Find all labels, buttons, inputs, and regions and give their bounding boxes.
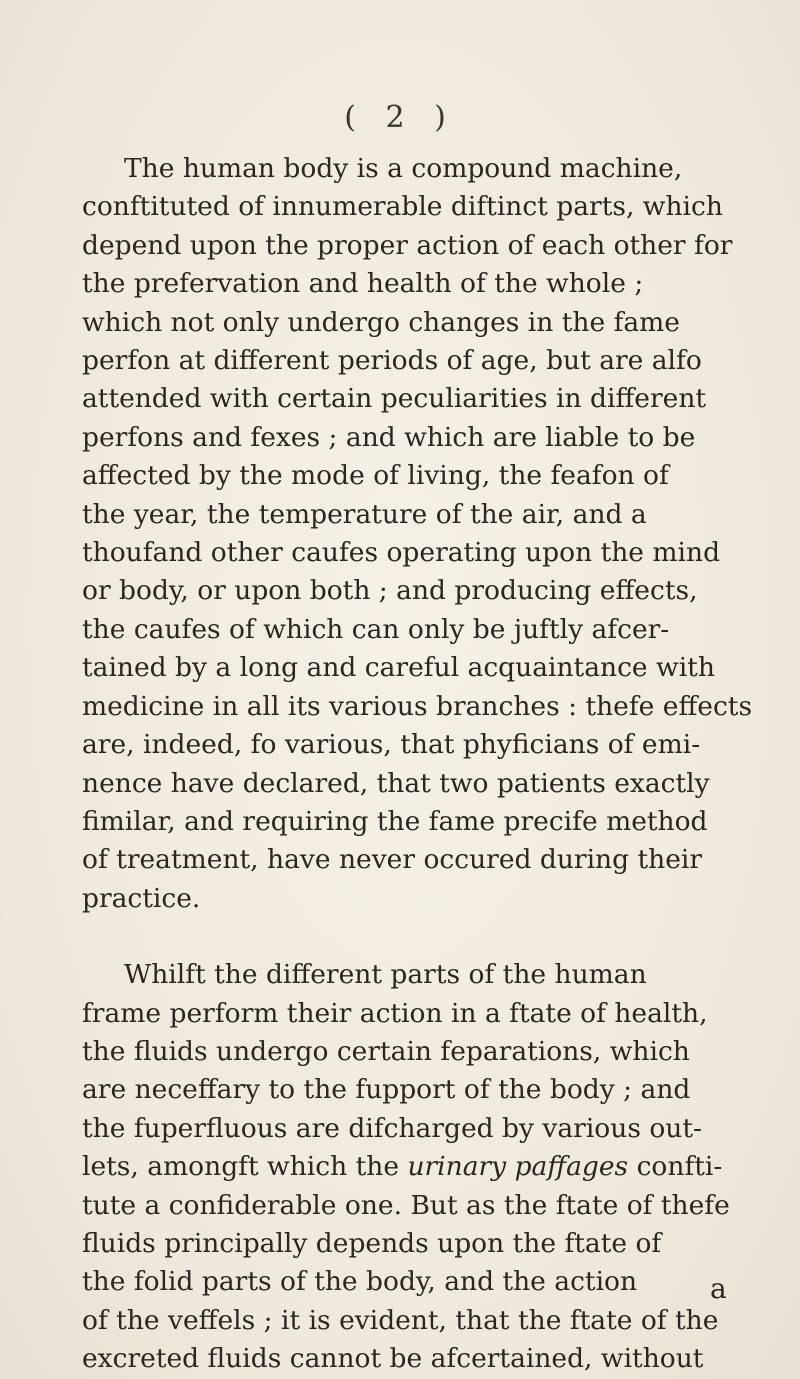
text-line: thoufand other caufes operating upon the mind [82,537,721,569]
body-text [82,150,753,1379]
text-line: the fuperfluous are difcharged by various out- [82,1112,702,1144]
text-line: tained by a long and careful acquaintance with [82,652,715,684]
text-line: are, indeed, fo various, that phyficians of emi- [82,729,701,761]
text-line: excreted fluids cannot be afcertained, without [82,1343,704,1375]
text-line: depend upon the proper action of each other for [82,229,733,261]
text-line: of the veffels ; it is evident, that the ftate of the [82,1304,719,1336]
text-line: perfon at different periods of age, but are alfo [82,345,702,377]
text-line-with-italic [82,1148,742,1186]
paragraph-1 [82,150,753,918]
text-line: which not only undergo changes in the fame [82,306,680,338]
italic-term: urinary paffages [407,1151,629,1183]
text-line: conftituted of innumerable diftinct parts, which [82,191,723,223]
text-line: nence have declared, that two patients exactly [82,767,710,799]
text-line: affected by the mode of living, the feafon of [82,460,669,492]
text-line: or body, or upon both ; and producing effects, [82,575,698,607]
text-line: practice. [82,882,201,914]
text-line: fimilar, and requiring the fame precife method [82,805,708,837]
text-line: attended with certain peculiarities in different [82,383,707,415]
text-line: the caufes of which can only be juftly afcer- [82,613,670,645]
paragraph-2 [82,956,742,1378]
text-line: are neceffary to the fupport of the body ; and [82,1074,691,1106]
line-prefix: lets, amongft which the [82,1151,408,1183]
text-line: medicine in all its various branches : thefe effects [82,690,753,722]
text-line: perfons and fexes ; and which are liable to be [82,421,696,453]
text-line: tute a confiderable one. But as the ftate of thefe [82,1189,730,1221]
text-line: frame perform their action in a ftate of health, [82,997,708,1029]
line-suffix: confti- [628,1151,723,1183]
text-line: the fluids undergo certain feparations, which [82,1035,690,1067]
text-line: The human body is a compound machine, [124,153,683,184]
text-line: of treatment, have never occured during their [82,844,703,876]
text-line: fluids principally depends upon the ftate of [82,1227,662,1259]
text-line: Whilft the different parts of the human [124,959,647,991]
text-line: the year, the temperature of the air, and a [82,498,647,530]
page-number: ( 2 ) [344,100,456,135]
text-line: the prefervation and health of the whole ; [82,268,644,300]
text-line: the folid parts of the body, and the action [82,1266,638,1298]
catchword: a [710,1272,727,1305]
